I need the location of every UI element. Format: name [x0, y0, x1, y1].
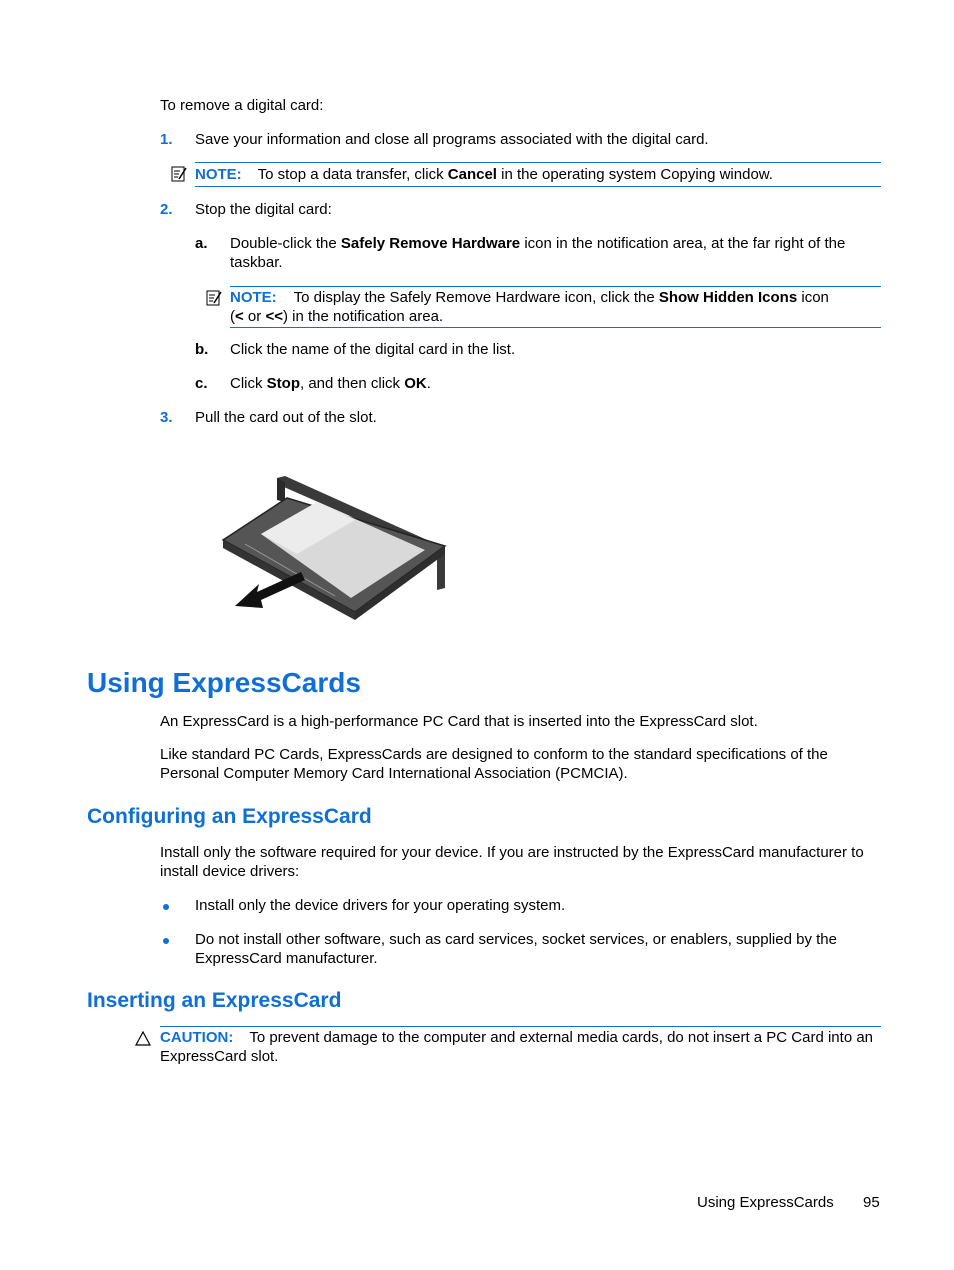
paragraph: An ExpressCard is a high-performance PC Card that is inserted into the ExpressCard slot.	[160, 713, 758, 730]
note-icon	[205, 289, 223, 307]
step-number: 2.	[160, 201, 173, 218]
substep-label: b.	[195, 341, 209, 358]
note-box	[195, 162, 881, 187]
paragraph: Install only the software required for your device. If you are instructed by the ExpressCard manufacturer to install device drivers:	[160, 844, 864, 880]
footer-section: Using ExpressCards	[697, 1194, 834, 1211]
substep-text: Click the name of the digital card in the list.	[230, 341, 516, 358]
step-text: Pull the card out of the slot.	[195, 409, 377, 426]
intro-text: To remove a digital card:	[160, 97, 324, 114]
list-item: Install only the device drivers for your operating system.	[195, 897, 566, 914]
subsection-title: Inserting an ExpressCard	[87, 989, 342, 1012]
substep-text: Click Stop, and then click OK.	[230, 375, 431, 392]
note-box	[230, 286, 881, 328]
substep-label: a.	[195, 235, 208, 252]
cancel-term: Cancel	[447, 166, 497, 183]
substep-text: Double-click the Safely Remove Hardware icon in the notification area, at the far right of the taskbar.	[230, 235, 846, 271]
note-text-line2: (< or <<) in the notification area.	[230, 308, 444, 325]
step-number: 1.	[160, 131, 173, 148]
page-number: 95	[863, 1194, 880, 1211]
caution-box	[160, 1026, 881, 1071]
substep-label: c.	[195, 375, 208, 392]
caution-icon	[135, 1031, 151, 1046]
step-text: Stop the digital card:	[195, 201, 332, 218]
step-text: Save your information and close all programs associated with the digital card.	[195, 131, 709, 148]
card-removal-illustration	[215, 470, 455, 620]
list-item: Do not install other software, such as card services, socket services, or enablers, supplied by the ExpressCard manufacturer.	[195, 931, 837, 967]
step-number: 3.	[160, 409, 173, 426]
paragraph: Like standard PC Cards, ExpressCards are designed to conform to the standard specifications of the Personal Computer Memory Card International Association (PCMCIA).	[160, 746, 828, 782]
subsection-title: Configuring an ExpressCard	[87, 805, 372, 828]
note-text: NOTE: To stop a data transfer, click Cancel in the operating system Copying window.	[195, 166, 773, 183]
note-label: NOTE:	[195, 166, 242, 183]
bullet-icon	[163, 904, 169, 910]
bullet-icon	[163, 938, 169, 944]
note-text-line1: NOTE: To display the Safely Remove Hardware icon, click the Show Hidden Icons icon	[230, 289, 829, 306]
caution-text: CAUTION: To prevent damage to the computer and external media cards, do not insert a PC Card into an ExpressCard slot.	[160, 1029, 874, 1065]
section-title: Using ExpressCards	[87, 667, 361, 698]
note-icon	[170, 165, 188, 183]
